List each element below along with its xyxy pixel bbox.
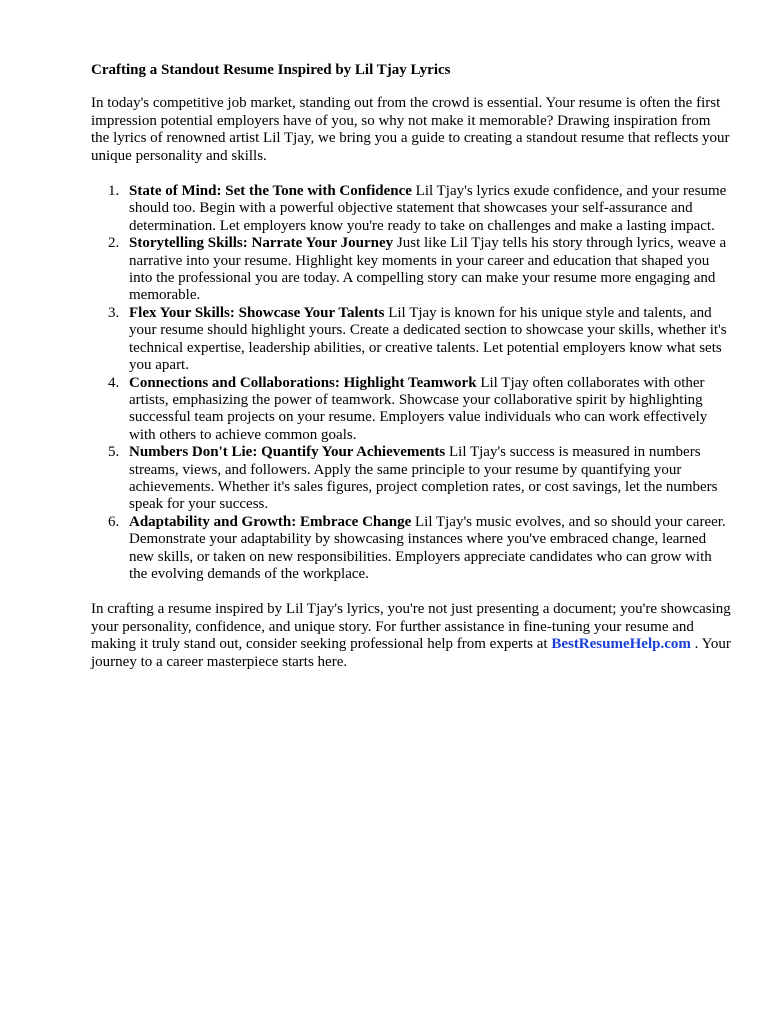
list-item-heading: Connections and Collaborations: Highlight Teamwork [129, 374, 477, 391]
list-item-text: Lil Tjay often collaborates with other artists, emphasizing the power of teamwork. Showcase your collaborative spirit by highlighting successful team projects on your resume. Employers value individuals who can work effectively with others to achieve common goals. [129, 374, 708, 443]
list-item-number: 2. [108, 235, 120, 252]
list-item-text: Lil Tjay is known for his unique style and talents, and your resume should highlight yours. Create a dedicated section to showcase your skills, whether it's technical expertise, leadership abilities, or creative talents. Let potential employers know what sets you apart. [129, 304, 727, 374]
closing-text-after: . Your journey to a career masterpiece starts here. [91, 636, 731, 670]
best-resume-help-link[interactable]: BestResumeHelp.com [551, 636, 691, 653]
list-item [91, 444, 731, 514]
list-item-heading: Flex Your Skills: Showcase Your Talents [129, 304, 385, 321]
list-item [91, 514, 731, 584]
intro-paragraph: In today's competitive job market, standing out from the crowd is essential. Your resume is often the first impression potential employers have of you, so why not make it memorable? Drawing inspiration from the lyrics of renowned artist Lil Tjay, we bring you a guide to creating a standout resume that reflects your unique personality and skills. [91, 95, 730, 164]
list-item [91, 375, 731, 445]
list-item-number: 6. [108, 513, 120, 530]
list-item-text: Lil Tjay's lyrics exude confidence, and your resume should too. Begin with a powerful objective statement that showcases your self-assurance and determination. Let employers know you're ready to take on challenges and make a lasting impact. [129, 183, 727, 234]
list-item-text: Lil Tjay's success is measured in numbers streams, views, and followers. Apply the same principle to your resume by quantifying your achievements. Whether it's sales figures, project completion rates, or cost savings, let the numbers speak for your success. [129, 444, 722, 513]
list-item-heading: Storytelling Skills: Narrate Your Journey [129, 235, 394, 252]
list-item [91, 183, 731, 235]
list-item [91, 235, 731, 305]
list-item-heading: Numbers Don't Lie: Quantify Your Achievements [129, 444, 446, 461]
list-item-heading: Adaptability and Growth: Embrace Change [129, 513, 412, 530]
list-item-text: Just like Lil Tjay tells his story through lyrics, weave a narrative into your resume. Highlight key moments in your career and education that shaped you into the professional you are today. A compelling story can make your resume more engaging and memorable. [129, 235, 727, 304]
list-item-heading: State of Mind: Set the Tone with Confidence [129, 183, 412, 200]
document-title: Crafting a Standout Resume Inspired by Lil Tjay Lyrics [91, 62, 451, 78]
list-item-text: Lil Tjay's music evolves, and so should your career. Demonstrate your adaptability by showcasing instances where you've embraced change, learned new skills, or taken on new responsibilities. Employers appreciate candidates who can grow with the evolving demands of the workplace. [129, 513, 726, 582]
list-item-number: 1. [108, 183, 120, 200]
list-item-number: 5. [108, 444, 120, 461]
list-item-number: 3. [108, 304, 120, 321]
closing-text-before: In crafting a resume inspired by Lil Tjay's lyrics, you're not just presenting a document; you're showcasing your personality, confidence, and unique story. For further assistance in fine-tuning your resume and making it truly stand out, consider seeking professional help from experts at [91, 601, 731, 653]
tips-list [91, 183, 731, 583]
list-item-number: 4. [108, 374, 120, 391]
list-item [91, 305, 731, 375]
document-page [91, 62, 731, 671]
closing-paragraph [91, 601, 731, 671]
